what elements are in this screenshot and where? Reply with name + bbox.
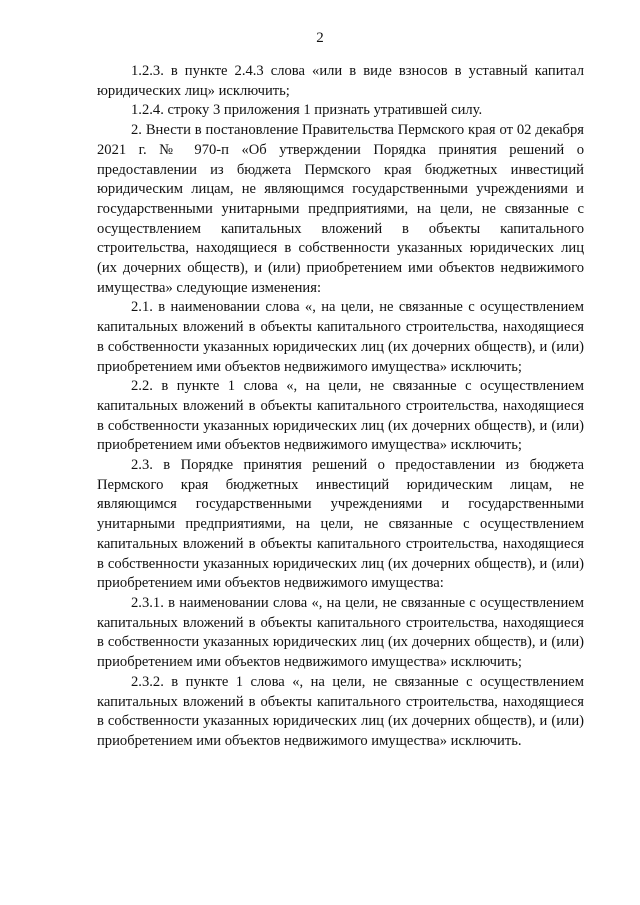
paragraph-2: 2. Внести в постановление Правительства Пермского края от 02 декабря 2021 г. № 970-п «Об утверждении Порядка принятия решений о предоставлении из бюджета Пермского края бюджетных инвестиций юридическим лицам, не являющимся государственными учреждениями и государственными унитарными предприятиями, на цели, не связанные с осуществлением капитальных вложений в объекты капитального строительства, находящиеся в собственности указанных юридических лиц (их дочерних обществ), и (или) приобретением ими объектов недвижимого имущества» следующие изменения: xyxy=(97,122,584,296)
paragraph-1-2-3: 1.2.3. в пункте 2.4.3 слова «или в виде взносов в уставный капитал юридических лиц» исключить; xyxy=(97,63,584,99)
paragraph-2-2: 2.2. в пункте 1 слова «, на цели, не связанные с осуществлением капитальных вложений в объекты капитального строительства, находящиеся в собственности указанных юридических лиц (их дочерних обществ), и (или) приобретением ими объектов недвижимого имущества» исключить; xyxy=(97,378,584,454)
document-body xyxy=(97,62,584,752)
paragraph-2-3: 2.3. в Порядке принятия решений о предоставлении из бюджета Пермского края бюджетных инвестиций юридическим лицам, не являющимся государственными учреждениями и государственными унитарными предприятиями, на цели, не связанные с осуществлением капитальных вложений в объекты капитального строительства, находящиеся в собственности указанных юридических лиц (их дочерних обществ), и (или) приобретением ими объектов недвижимого имущества: xyxy=(97,457,584,592)
page-number: 2 xyxy=(316,30,324,46)
paragraph-2-3-1: 2.3.1. в наименовании слова «, на цели, не связанные с осуществлением капитальных вложений в объекты капитального строительства, находящиеся в собственности указанных юридических лиц (их дочерних обществ), и (или) приобретением ими объектов недвижимого имущества» исключить; xyxy=(97,594,584,671)
paragraph-2-1: 2.1. в наименовании слова «, на цели, не связанные с осуществлением капитальных вложений в объекты капитального строительства, находящиеся в собственности указанных юридических лиц (их дочерних обществ), и (или) приобретением ими объектов недвижимого имущества» исключить; xyxy=(97,299,584,375)
paragraph-1-2-4: 1.2.4. строку 3 приложения 1 признать утратившей силу. xyxy=(131,102,483,119)
paragraph-2-3-2: 2.3.2. в пункте 1 слова «, на цели, не связанные с осуществлением капитальных вложений в объекты капитального строительства, находящиеся в собственности указанных юридических лиц (их дочерних обществ), и (или) приобретением ими объектов недвижимого имущества» исключить. xyxy=(97,673,584,749)
